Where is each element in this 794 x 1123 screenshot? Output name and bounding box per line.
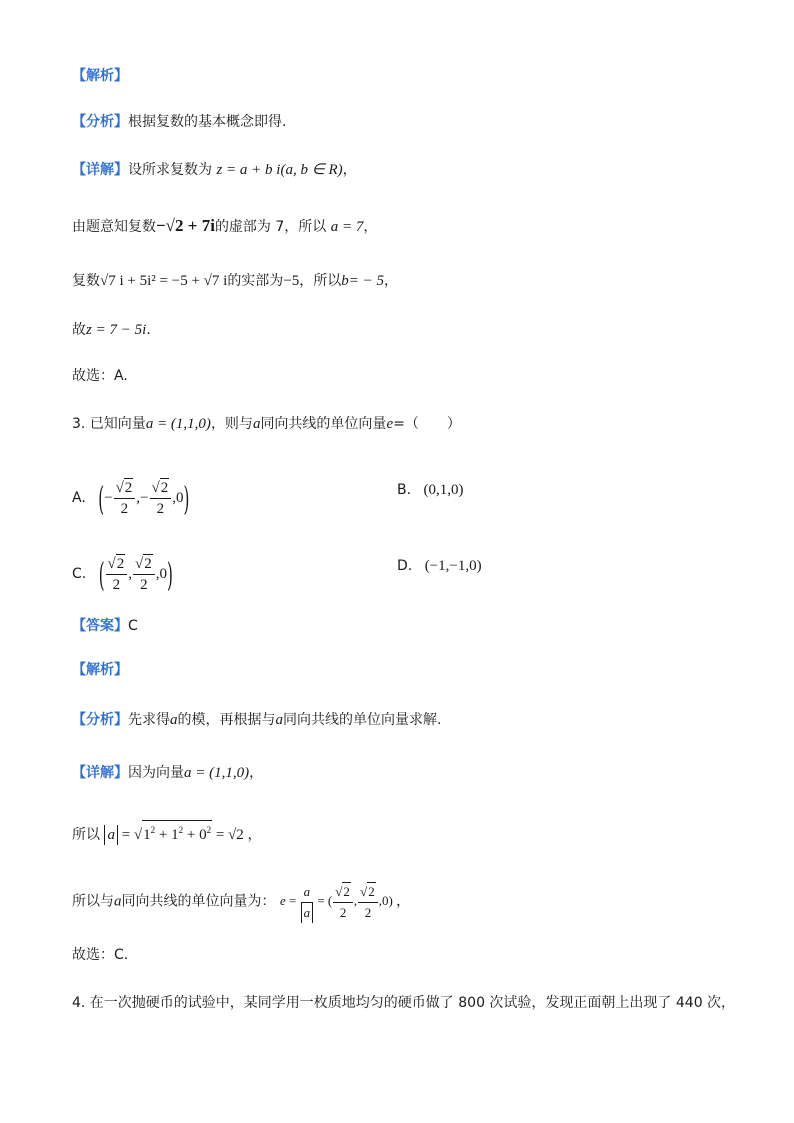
vector-a-symbol: a [252, 416, 261, 432]
xiangjie-text: 设所求复数为 [128, 162, 212, 178]
punct: ， [247, 827, 262, 843]
text: 先求得 [128, 712, 170, 728]
unit-vector-formula: e = $\frac{a}{a}$ = ( $\frac{√2}{2}$ , $\frac{√2}{2}$ ,0) [280, 893, 396, 908]
text: ，所以 [299, 273, 342, 289]
text: 所以 [72, 827, 100, 843]
option-c[interactable] [72, 554, 173, 595]
answer-tag: 【答案】 [72, 618, 128, 634]
vector-e-symbol: e [386, 416, 394, 432]
punct: ， [396, 893, 411, 910]
option-c-label: C. [72, 565, 87, 582]
xiangjie-line-2 [72, 763, 263, 783]
imag-part-line [72, 216, 377, 237]
xiangjie-tag: 【详解】 [72, 765, 128, 781]
jiexi-heading-2: 【解析】 [72, 662, 128, 678]
formula: −5 [283, 273, 300, 289]
text: 复数 [72, 273, 100, 289]
fenxi-tag: 【分析】 [72, 114, 128, 130]
punct: ， [384, 273, 399, 289]
punct: ， [249, 765, 264, 781]
jiexi-heading-1: 【解析】 [72, 68, 128, 84]
fenxi-line-1 [72, 112, 286, 132]
fenxi-tag: 【分析】 [72, 712, 128, 728]
option-b[interactable] [397, 480, 464, 500]
vector-formula: a = (1,1,0) [184, 765, 250, 781]
text: 同向共线的单位向量为： [121, 893, 276, 910]
option-a-label: A. [72, 489, 86, 506]
formula: a = 7 [330, 219, 364, 235]
vector-a-symbol: a [275, 712, 283, 728]
text: 因为向量 [128, 765, 184, 781]
complex-number-formula: −√2 + 7i [156, 216, 215, 235]
option-a-formula: (− $\frac{√2}{2}$ ,− $\frac{√2}{2}$ ,0) [98, 478, 190, 519]
text: 已知向量 [89, 416, 146, 432]
option-b-formula: (0,1,0) [423, 482, 464, 498]
complex-expr-formula: √7 i + 5i² = −5 + √7 i [100, 273, 228, 289]
question-3-stem [72, 414, 461, 434]
text: 故 [72, 322, 86, 338]
answer-line [72, 616, 138, 636]
option-b-label: B. [397, 482, 412, 498]
xiangjie-line-1 [72, 160, 357, 180]
question-4-stem: 4. 在一次抛硬币的试验中，某同学用一枚质地均匀的硬币做了 800 次试验，发现正面朝上出现了 440 次， [72, 995, 736, 1011]
option-d-label: D. [397, 558, 413, 574]
option-a[interactable] [72, 478, 189, 519]
fenxi-text: 根据复数的基本概念即得. [128, 114, 287, 130]
fenxi-line-2 [72, 710, 441, 730]
unit-vector-line [72, 882, 410, 923]
option-d-formula: (−1,−1,0) [424, 558, 482, 574]
punct: ， [342, 162, 357, 178]
option-c-formula: ( $\frac{√2}{2}$ , $\frac{√2}{2}$ ,0) [98, 554, 173, 595]
punct: . [146, 322, 151, 338]
text: 同向共线的单位向量 [260, 416, 387, 432]
vector-a-symbol: a [170, 712, 178, 728]
answer-value: C [128, 618, 138, 634]
text: 的实部为 [227, 273, 284, 289]
formula: z = 7 − 5i [86, 322, 147, 338]
complex-def-formula: z = a + b i(a, b ∈ R) [216, 162, 343, 178]
vector-formula: a = (1,1,0) [145, 416, 211, 432]
formula-tail: = √2 [215, 827, 244, 843]
xiangjie-tag: 【详解】 [72, 162, 128, 178]
vector-a-symbol: a [114, 893, 122, 910]
question-number: 3. [72, 416, 86, 432]
choice-line-1: 故选：A. [72, 368, 128, 384]
text: 同向共线的单位向量求解. [283, 712, 442, 728]
text: 的虚部为 7，所以 [214, 219, 327, 235]
choice-line-2: 故选：C. [72, 947, 129, 963]
magnitude-formula: $a = √1^2 + 1^2 + 0^2 = √2$ [104, 827, 247, 843]
punct: ， [363, 219, 378, 235]
text: ，则与 [210, 416, 253, 432]
real-part-line [72, 271, 398, 291]
conclusion-line [72, 320, 151, 340]
formula: b= − 5 [341, 273, 385, 289]
magnitude-line [72, 820, 262, 845]
text: 由题意知复数 [72, 219, 156, 235]
text: =（ ） [393, 416, 461, 432]
option-d[interactable] [397, 556, 482, 576]
text: 所以与 [72, 893, 114, 910]
text: 的模，再根据与 [177, 712, 276, 728]
